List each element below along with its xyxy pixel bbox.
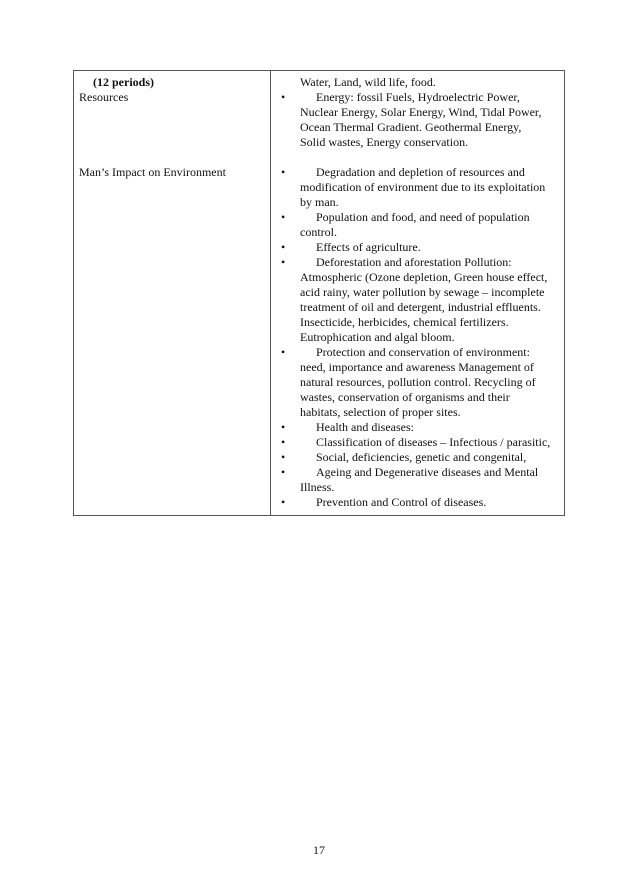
content-column (277, 75, 561, 510)
list-item (277, 345, 561, 360)
list-item (277, 255, 561, 270)
resources-list (277, 90, 561, 150)
list-item-continuation (277, 225, 561, 240)
list-item (277, 435, 561, 450)
impact-label: Man’s Impact on Environment (79, 165, 226, 179)
list-item-text: by man. (300, 195, 339, 209)
list-item-text: Nuclear Energy, Solar Energy, Wind, Tidal Power, (300, 105, 542, 119)
bullet-icon: • (281, 435, 286, 449)
impact-list (277, 165, 561, 510)
bullet-icon: • (281, 345, 286, 359)
list-item-text: Illness. (300, 480, 335, 494)
bullet-icon: • (281, 495, 286, 509)
list-item (277, 165, 561, 180)
bullet-icon: • (281, 240, 286, 254)
bullet-icon: • (281, 450, 286, 464)
list-item-text: Degradation and depletion of resources and (316, 165, 525, 179)
list-item-continuation (277, 405, 561, 420)
list-item-continuation (277, 315, 561, 330)
syllabus-table (73, 70, 565, 516)
list-item-text: Classification of diseases – Infectious / parasitic, (316, 435, 551, 449)
list-item-text: natural resources, pollution control. Recycling of (300, 375, 536, 389)
list-item-continuation (277, 270, 561, 285)
column-divider (270, 71, 271, 515)
list-item-text: Prevention and Control of diseases. (316, 495, 487, 509)
list-item-text: wastes, conservation of organisms and their (300, 390, 510, 404)
list-item (277, 210, 561, 225)
list-item-text: Insecticide, herbicides, chemical fertilizers. (300, 315, 509, 329)
list-item (277, 495, 561, 510)
list-item-text: need, importance and awareness Management of (300, 360, 534, 374)
list-item-continuation (277, 195, 561, 210)
list-item-continuation (277, 135, 561, 150)
list-item-text: habitats, selection of proper sites. (300, 405, 461, 419)
periods-label: (12 periods) (93, 75, 154, 89)
list-item (277, 240, 561, 255)
list-item (277, 90, 561, 105)
list-item-text: Ageing and Degenerative diseases and Mental (316, 465, 539, 479)
list-item-continuation (277, 330, 561, 345)
list-item-text: Ocean Thermal Gradient. Geothermal Energy, (300, 120, 522, 134)
list-item-text: acid rainy, water pollution by sewage – incomplete (300, 285, 545, 299)
bullet-icon: • (281, 420, 286, 434)
list-item-continuation (277, 480, 561, 495)
list-item-text: Protection and conservation of environment: (316, 345, 530, 359)
list-item-continuation (277, 285, 561, 300)
bullet-icon: • (281, 165, 286, 179)
list-item-continuation (277, 300, 561, 315)
list-item-text: Eutrophication and algal bloom. (300, 330, 455, 344)
bullet-icon: • (281, 465, 286, 479)
list-item (277, 465, 561, 480)
list-item-continuation (277, 105, 561, 120)
list-item-continuation (277, 180, 561, 195)
list-item-text: Effects of agriculture. (316, 240, 421, 254)
list-item-text: treatment of oil and detergent, industrial effluents. (300, 300, 541, 314)
list-item-text: control. (300, 225, 337, 239)
list-item-continuation (277, 360, 561, 375)
list-item-text: Solid wastes, Energy conservation. (300, 135, 469, 149)
page-number: 17 (313, 843, 325, 857)
list-item-text: Energy: fossil Fuels, Hydroelectric Power, (316, 90, 520, 104)
list-item-text: Population and food, and need of population (316, 210, 530, 224)
list-item-text: Deforestation and aforestation Pollution: (316, 255, 512, 269)
list-item-text: Atmospheric (Ozone depletion, Green house effect, (300, 270, 548, 284)
bullet-icon: • (281, 210, 286, 224)
list-item-text: modification of environment due to its exploitation (300, 180, 546, 194)
list-item (277, 420, 561, 435)
bullet-icon: • (281, 90, 286, 104)
list-item-text: Health and diseases: (316, 420, 414, 434)
list-item (277, 450, 561, 465)
list-item-text: Social, deficiencies, genetic and congenital, (316, 450, 527, 464)
list-item-continuation (277, 120, 561, 135)
list-item-continuation (277, 390, 561, 405)
list-item-continuation (277, 375, 561, 390)
resources-lead: Water, Land, wild life, food. (300, 75, 436, 89)
bullet-icon: • (281, 255, 286, 269)
resources-label: Resources (79, 90, 129, 104)
